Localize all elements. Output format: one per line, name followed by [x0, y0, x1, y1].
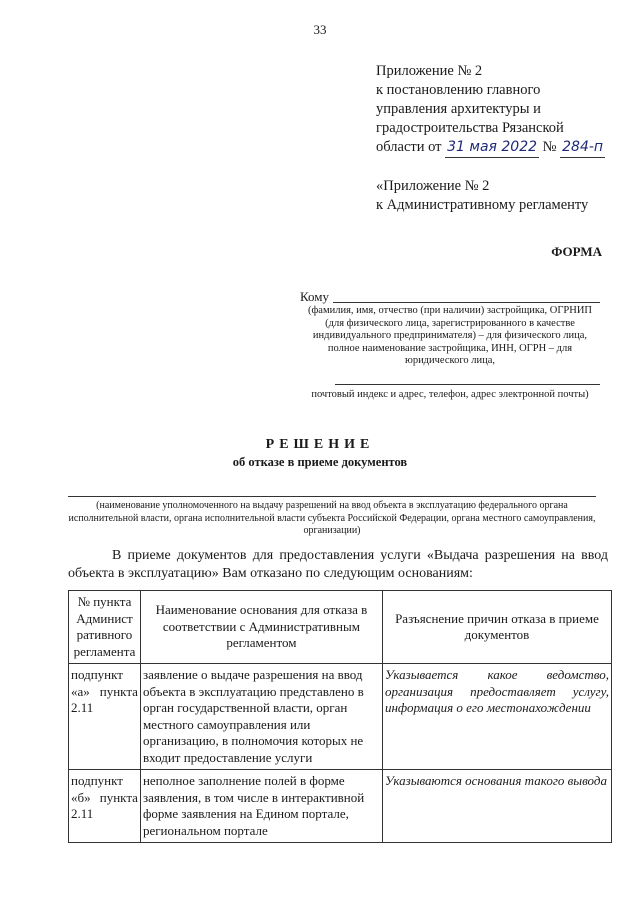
table-row	[69, 664, 612, 770]
recipient-line	[300, 290, 600, 303]
grounds-table	[68, 590, 612, 843]
regulation-appendix-line: «Приложение № 2	[376, 178, 490, 194]
row-reason: заявление о выдаче разрешения на ввод объекта в эксплуатацию представлено в орган государственной власти, орган местного самоуправления или организацию, в полномочия которых не входит предоставление услуги	[140, 664, 382, 770]
date-prefix: области от	[376, 139, 442, 155]
row-explanation: Указывается какое ведомство, организация предоставляет услугу, информация о его местонахождении	[382, 664, 611, 770]
recipient-blank	[333, 290, 600, 303]
appendix-date-line	[376, 138, 605, 158]
decision-subtitle: об отказе в приеме документов	[232, 455, 408, 469]
appendix-line: Приложение № 2	[376, 63, 483, 79]
regulation-appendix-line: к Административному регламенту	[376, 197, 589, 213]
decision-title: РЕШЕНИЕ	[265, 437, 375, 452]
row-clause: подпункт «б» пункта 2.11	[69, 770, 141, 843]
header-reason: Наименование основания для отказа в соответствии с Административным регламентом	[140, 591, 382, 664]
handwritten-number: 284-п	[560, 138, 605, 158]
contact-hint: почтовый индекс и адрес, телефон, адрес электронной почты)	[311, 388, 589, 400]
organization-blank	[68, 496, 596, 497]
appendix-line: управления архитектуры и	[376, 101, 541, 117]
form-label: ФОРМА	[551, 244, 602, 259]
organization-hint: (наименование уполномоченного на выдачу разрешений на ввод объекта в эксплуатацию федерального органа исполнительной власти, органа исполнительной власти субъекта Российской Федерации, органа местного самоуправления, организации)	[68, 500, 596, 536]
appendix-line: градостроительства Рязанской	[376, 120, 564, 136]
recipient-hint: (фамилия, имя, отчество (при наличии) застройщика, ОГРНИП (для физического лица, зарегистрированного в качестве индивидуального предпринимателя) – для физического лица, полное наименование застройщика, ИНН, ОГРН – для юридического лица,	[307, 305, 592, 366]
appendix-line: к постановлению главного	[376, 82, 541, 98]
to-label: Кому	[300, 288, 330, 304]
header-explanation: Разъяснение причин отказа в приеме документов	[382, 591, 611, 664]
page-number: 33	[313, 22, 327, 37]
header-clause: № пункта Админист ративного регламента	[69, 591, 141, 664]
row-reason: неполное заполнение полей в форме заявления, в том числе в интерактивной форме заявления на Едином портале, региональном портале	[140, 770, 382, 843]
row-clause: подпункт «а» пункта 2.11	[69, 664, 141, 770]
row-explanation: Указываются основания такого вывода	[382, 770, 611, 843]
table-header-row	[69, 591, 612, 664]
contact-blank	[335, 372, 600, 385]
recipient-block	[300, 290, 600, 401]
handwritten-date: 31 мая 2022	[445, 138, 539, 158]
appendix-header	[376, 62, 605, 215]
number-prefix: №	[542, 139, 557, 155]
table-row	[69, 770, 612, 843]
intro-paragraph: В приеме документов для предоставления услуги «Выдача разрешения на ввод объекта в эксплуатацию» Вам отказано по следующим основаниям:	[68, 548, 608, 581]
